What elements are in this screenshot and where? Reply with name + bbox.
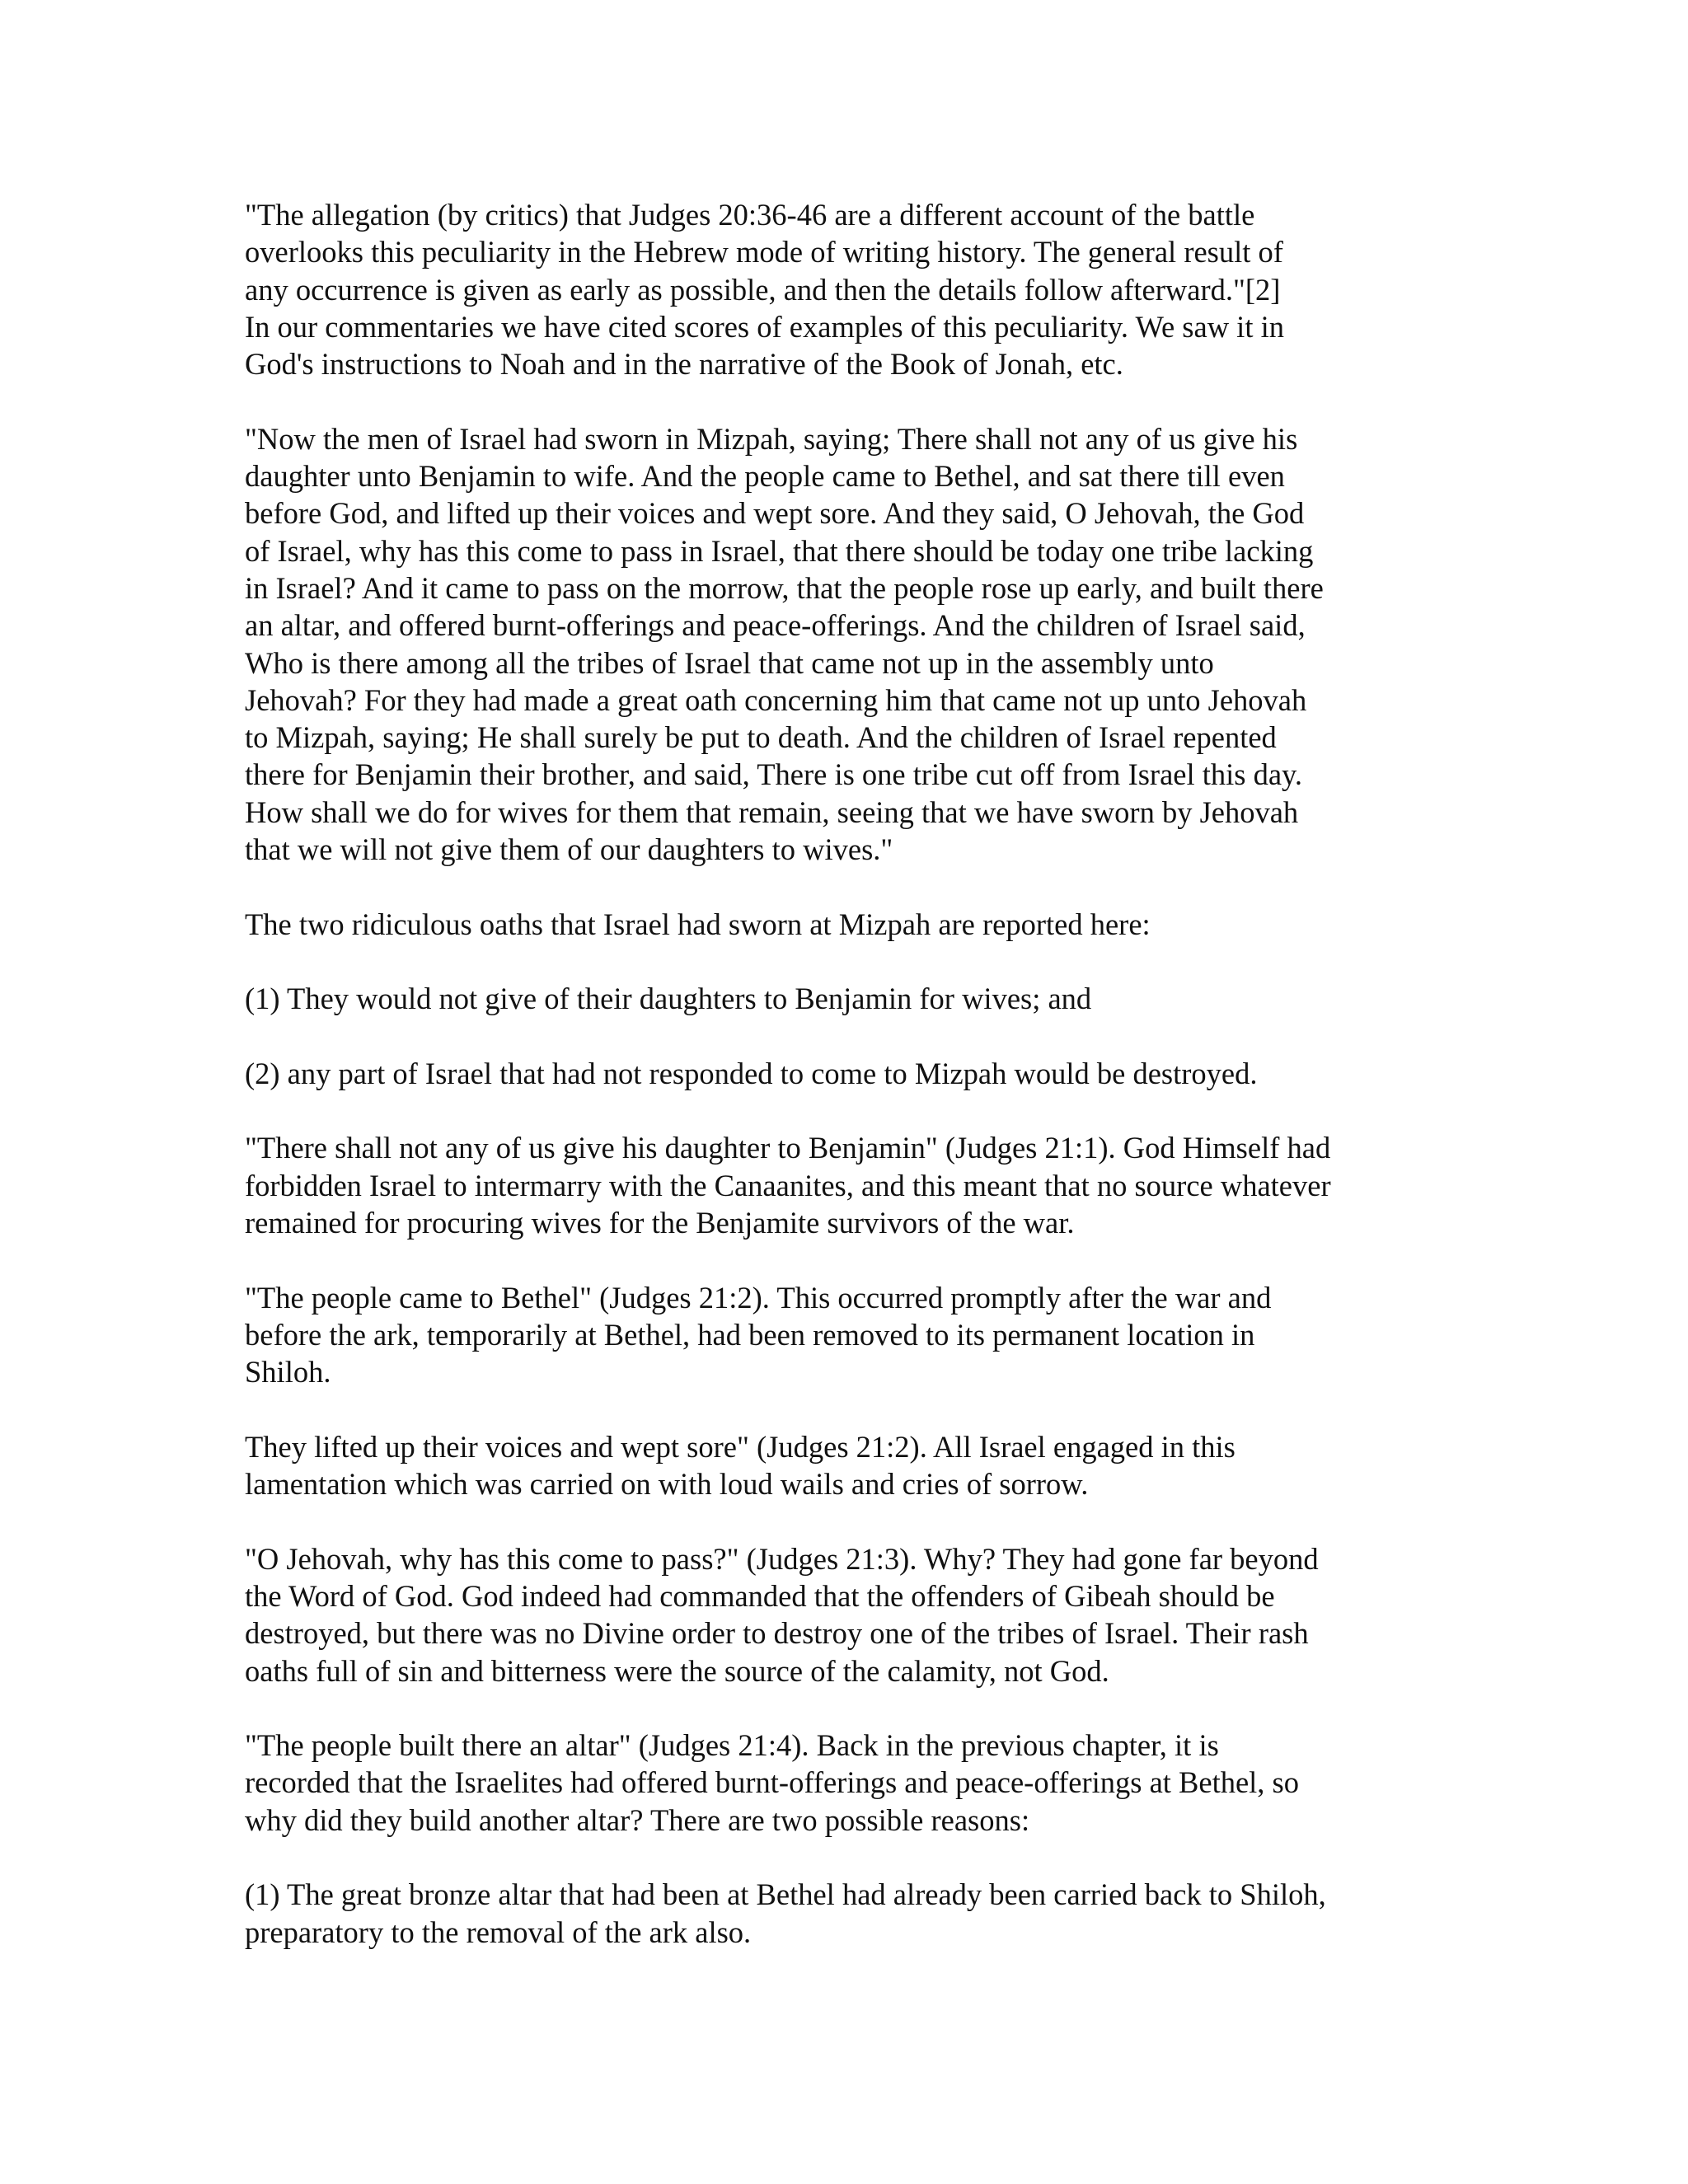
text-line: oaths full of sin and bitterness were the source of the calamity, not God. <box>245 1653 1109 1688</box>
text-line: Jehovah? For they had made a great oath concerning him that came not up unto Jehovah <box>245 682 1307 717</box>
text-line: before the ark, temporarily at Bethel, had been removed to its permanent location in <box>245 1317 1255 1352</box>
text-line: God's instructions to Noah and in the narrative of the Book of Jonah, etc. <box>245 347 1123 382</box>
text-line: "Now the men of Israel had sworn in Mizpah, saying; There shall not any of us give his <box>245 421 1298 456</box>
text-line: of Israel, why has this come to pass in Israel, that there should be today one tribe lacking <box>245 533 1314 568</box>
text-line: overlooks this peculiarity in the Hebrew mode of writing history. The general result of <box>245 235 1283 269</box>
paragraph-judges-21-2-wept <box>245 1428 1465 1503</box>
text-line: that we will not give them of our daughters to wives." <box>245 832 893 867</box>
text-line: (1) The great bronze altar that had been at Bethel had already been carried back to Shiloh, <box>245 1877 1326 1912</box>
paragraph-oath-one <box>245 980 1465 1017</box>
text-line: In our commentaries we have cited scores of examples of this peculiarity. We saw it in <box>245 309 1284 344</box>
text-line: "The people came to Bethel" (Judges 21:2). This occurred promptly after the war and <box>245 1280 1272 1315</box>
text-line: in Israel? And it came to pass on the morrow, that the people rose up early, and built there <box>245 570 1324 605</box>
paragraph-hebrew-writing-mode <box>245 196 1465 382</box>
text-line: forbidden Israel to intermarry with the Canaanites, and this meant that no source whatever <box>245 1168 1331 1202</box>
paragraph-judges-21-4 <box>245 1727 1465 1839</box>
text-line: daughter unto Benjamin to wife. And the people came to Bethel, and sat there till even <box>245 459 1285 494</box>
paragraph-scripture-quote <box>245 420 1465 869</box>
text-line: any occurrence is given as early as possible, and then the details follow afterward."[2] <box>245 272 1281 307</box>
text-line: They lifted up their voices and wept sore" (Judges 21:2). All Israel engaged in this <box>245 1429 1236 1464</box>
text-line: "The allegation (by critics) that Judges 20:36-46 are a different account of the battle <box>245 198 1255 232</box>
text-line: remained for procuring wives for the Benjamite survivors of the war. <box>245 1206 1075 1240</box>
text-line: why did they build another altar? There are two possible reasons: <box>245 1802 1030 1837</box>
text-line: (2) any part of Israel that had not responded to come to Mizpah would be destroyed. <box>245 1056 1258 1090</box>
text-line: (1) They would not give of their daughters to Benjamin for wives; and <box>245 982 1092 1016</box>
text-line: The two ridiculous oaths that Israel had sworn at Mizpah are reported here: <box>245 907 1151 941</box>
text-line: destroyed, but there was no Divine order to destroy one of the tribes of Israel. Their rash <box>245 1616 1309 1651</box>
paragraph-judges-21-1 <box>245 1129 1465 1241</box>
text-line: to Mizpah, saying; He shall surely be put to death. And the children of Israel repented <box>245 720 1277 755</box>
text-line: "O Jehovah, why has this come to pass?" (Judges 21:3). Why? They had gone far beyond <box>245 1541 1319 1576</box>
text-line: the Word of God. God indeed had commanded that the offenders of Gibeah should be <box>245 1578 1275 1613</box>
text-line: an altar, and offered burnt-offerings and peace-offerings. And the children of Israel said, <box>245 608 1306 643</box>
text-line: Shiloh. <box>245 1355 331 1390</box>
document-page <box>245 196 1465 1988</box>
text-line: lamentation which was carried on with loud wails and cries of sorrow. <box>245 1467 1089 1502</box>
paragraph-oath-two <box>245 1055 1465 1092</box>
text-line: before God, and lifted up their voices and wept sore. And they said, O Jehovah, the God <box>245 496 1305 531</box>
text-line: preparatory to the removal of the ark also. <box>245 1915 752 1949</box>
text-line: Who is there among all the tribes of Israel that came not up in the assembly unto <box>245 645 1214 680</box>
text-line: there for Benjamin their brother, and said, There is one tribe cut off from Israel this day. <box>245 757 1303 792</box>
paragraph-judges-21-2-bethel <box>245 1279 1465 1391</box>
text-line: How shall we do for wives for them that remain, seeing that we have sworn by Jehovah <box>245 794 1299 829</box>
paragraph-judges-21-3 <box>245 1540 1465 1690</box>
paragraph-reason-one <box>245 1876 1465 1951</box>
text-line: "There shall not any of us give his daughter to Benjamin" (Judges 21:1). God Himself had <box>245 1131 1331 1165</box>
paragraph-two-oaths-intro <box>245 906 1465 943</box>
text-line: "The people built there an altar" (Judges 21:4). Back in the previous chapter, it is <box>245 1728 1219 1763</box>
text-line: recorded that the Israelites had offered burnt-offerings and peace-offerings at Bethel, so <box>245 1765 1300 1800</box>
